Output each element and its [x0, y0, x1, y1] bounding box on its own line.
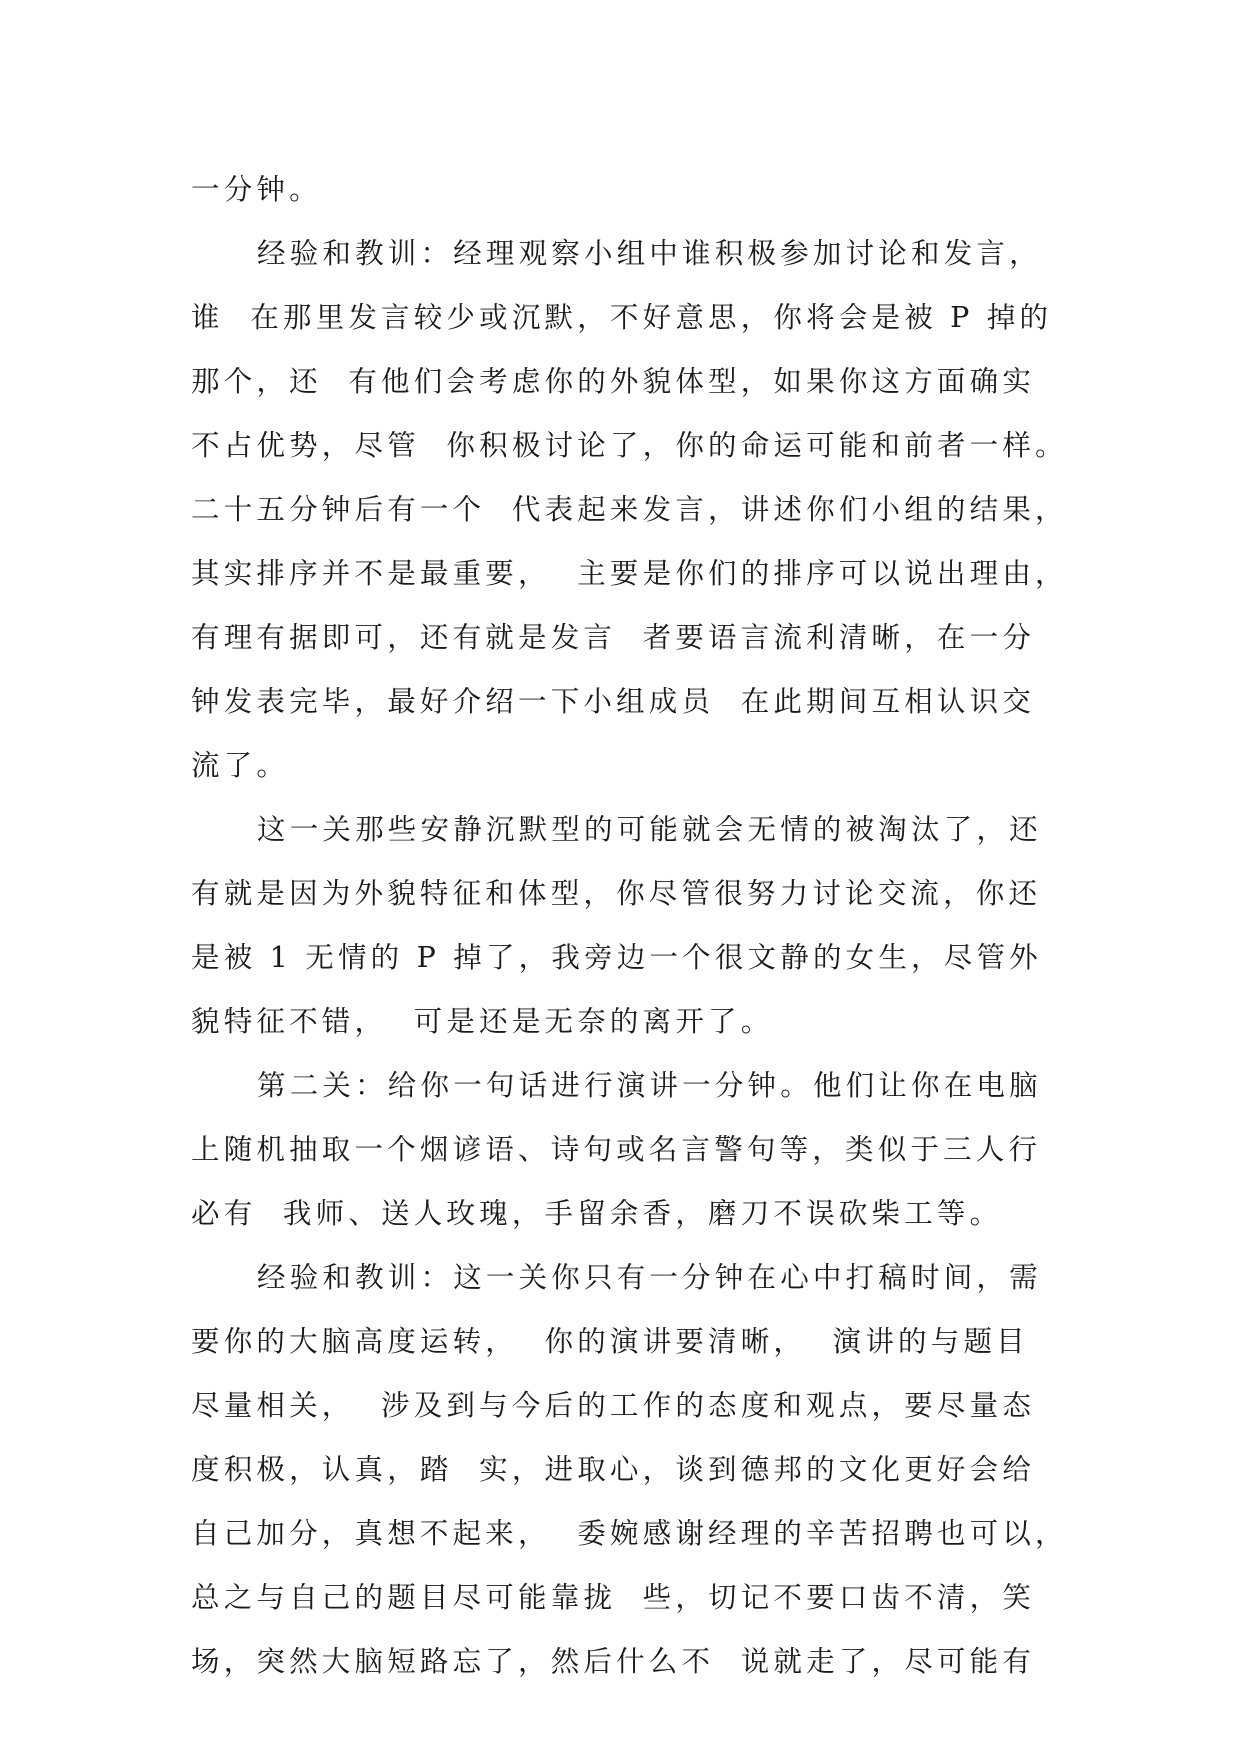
text-line: 要你的大脑高度运转， 你的演讲要清晰， 演讲的与题目	[191, 1325, 1029, 1358]
text-line: 貌特征不错， 可是还是无奈的离开了。	[191, 1005, 774, 1038]
body-text	[191, 158, 1071, 1694]
paragraph-first-line: 经验和教训：这一关你只有一分钟在心中打稿时间，需	[257, 1261, 1042, 1294]
text-line: 上随机抽取一个烟谚语、诗句或名言警句等，类似于三人行	[191, 1133, 1042, 1166]
text-line: 场，突然大脑短路忘了，然后什么不 说就走了，尽可能有	[191, 1645, 1036, 1678]
paragraph-first-line: 经验和教训：经理观察小组中谁积极参加讨论和发言，	[257, 237, 1042, 270]
text-line: 必有 我师、送人玫瑰，手留余香，磨刀不误砍柴工等。	[191, 1197, 1003, 1230]
text-line: 有就是因为外貌特征和体型，你尽管很努力讨论交流，你还	[191, 877, 1042, 910]
paragraph-first-line: 第二关：给你一句话进行演讲一分钟。他们让你在电脑	[257, 1069, 1042, 1102]
text-line: 二十五分钟后有一个 代表起来发言，讲述你们小组的结果，	[191, 493, 1068, 526]
text-line: 一分钟。	[191, 173, 322, 206]
text-line: 是被 1 无情的 P 掉了，我旁边一个很文静的女生，尽管外	[191, 941, 1042, 974]
text-line: 有理有据即可，还有就是发言 者要语言流利清晰，在一分	[191, 621, 1036, 654]
text-line: 钟发表完毕，最好介绍一下小组成员 在此期间互相认识交	[191, 685, 1036, 718]
text-line: 谁 在那里发言较少或沉默，不好意思，你将会是被 P 掉的	[191, 301, 1053, 334]
text-line: 不占优势，尽管 你积极讨论了，你的命运可能和前者一样。	[191, 429, 1068, 462]
text-line: 那个，还 有他们会考虑你的外貌体型，如果你这方面确实	[191, 365, 1036, 398]
text-line: 总之与自己的题目尽可能靠拢 些，切记不要口齿不清，笑	[191, 1581, 1036, 1614]
text-line: 自己加分，真想不起来， 委婉感谢经理的辛苦招聘也可以，	[191, 1517, 1068, 1550]
paragraph-first-line: 这一关那些安静沉默型的可能就会无情的被淘汰了，还	[257, 813, 1042, 846]
text-line: 尽量相关， 涉及到与今后的工作的态度和观点，要尽量态	[191, 1389, 1036, 1422]
text-line: 流了。	[191, 749, 290, 782]
text-line: 其实排序并不是最重要， 主要是你们的排序可以说出理由，	[191, 557, 1068, 590]
text-line: 度积极，认真，踏 实，进取心，谈到德邦的文化更好会给	[191, 1453, 1036, 1486]
